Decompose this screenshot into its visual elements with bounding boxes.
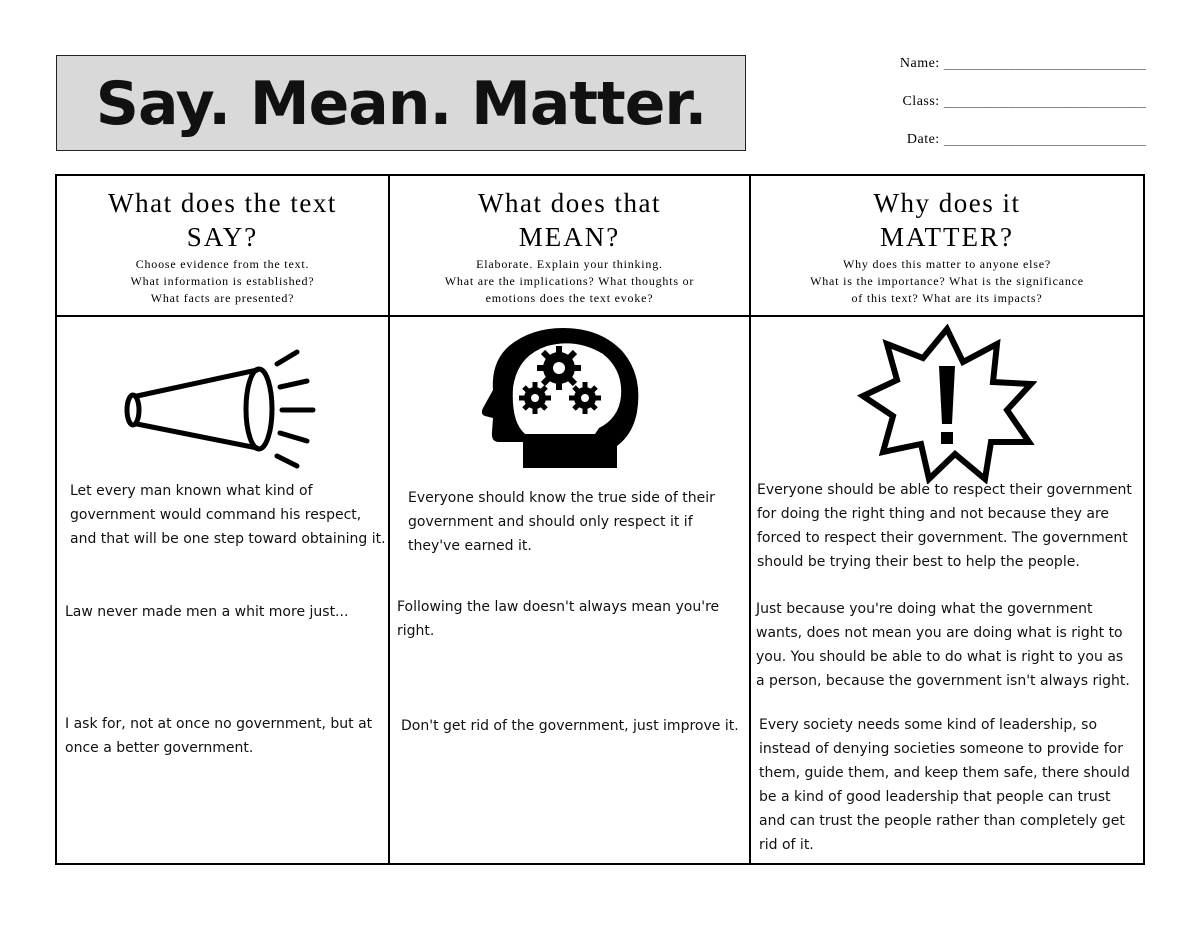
- class-blank[interactable]: ____________________________: [943, 94, 1146, 108]
- say-question: What does the text: [108, 188, 337, 218]
- exclamation-burst-icon: [857, 324, 1037, 489]
- mean-keyword: MEAN?: [518, 222, 621, 252]
- name-field[interactable]: [900, 56, 1146, 72]
- date-label: Date:: [906, 132, 940, 147]
- title-banner: [56, 55, 746, 151]
- matter-header: [751, 176, 1143, 315]
- instruction-line: What facts are presented?: [150, 291, 295, 305]
- class-label: Class:: [902, 94, 940, 109]
- say-entry: Let every man known what kind of government would command his respect, and that will be one step toward obtaining it.: [70, 483, 386, 547]
- say-entry: I ask for, not at once no government, but at once a better government.: [65, 716, 373, 756]
- instruction-line: emotions does the text evoke?: [485, 291, 654, 305]
- mean-entry: Don't get rid of the government, just improve it.: [401, 718, 739, 734]
- say-mean-matter-table: [55, 174, 1145, 865]
- mean-entry: Following the law doesn't always mean you're right.: [397, 599, 720, 639]
- say-instructions: [57, 256, 388, 307]
- date-field[interactable]: [907, 132, 1146, 148]
- instruction-line: What information is established?: [130, 274, 315, 288]
- class-field[interactable]: [902, 94, 1146, 110]
- instruction-line: Why does this matter to anyone else?: [842, 257, 1052, 271]
- matter-instructions: [751, 256, 1143, 307]
- date-blank[interactable]: ____________________________: [943, 132, 1146, 146]
- mean-entry: Everyone should know the true side of their government and should only respect it if they've earned it.: [408, 490, 715, 554]
- instruction-line: What are the implications? What thoughts or: [444, 274, 695, 288]
- mean-header: [390, 176, 749, 315]
- name-label: Name:: [899, 56, 940, 71]
- head-gears-icon: [477, 326, 647, 476]
- say-entry: Law never made men a whit more just...: [65, 604, 349, 620]
- matter-entry: Everyone should be able to respect their government for doing the right thing and not because they are forced to respect their government. The government should be trying their best to help the people.: [757, 482, 1132, 570]
- matter-keyword: MATTER?: [880, 222, 1014, 252]
- say-keyword: SAY?: [186, 222, 259, 252]
- matter-entry: Just because you're doing what the government wants, does not mean you are doing what is right to you. You should be able to do what is right to you as a person, because the government isn't always right.: [756, 601, 1130, 689]
- matter-question: Why does it: [873, 188, 1021, 218]
- megaphone-icon: [117, 344, 322, 475]
- instruction-line: Elaborate. Explain your thinking.: [476, 257, 663, 271]
- page-title: Say. Mean. Matter.: [95, 69, 707, 139]
- instruction-line: Choose evidence from the text.: [135, 257, 310, 271]
- say-header: [57, 176, 388, 315]
- mean-question: What does that: [478, 188, 661, 218]
- header-divider: [57, 315, 1143, 317]
- name-blank[interactable]: ____________________________: [943, 56, 1146, 70]
- matter-entry: Every society needs some kind of leadership, so instead of denying societies someone to provide for them, guide them, and keep them safe, there should be a kind of good leadership that people can trust and can trust the people rather than completely get rid of it.: [759, 717, 1130, 853]
- mean-instructions: [390, 256, 749, 307]
- instruction-line: What is the importance? What is the significance: [810, 274, 1084, 288]
- instruction-line: of this text? What are its impacts?: [851, 291, 1043, 305]
